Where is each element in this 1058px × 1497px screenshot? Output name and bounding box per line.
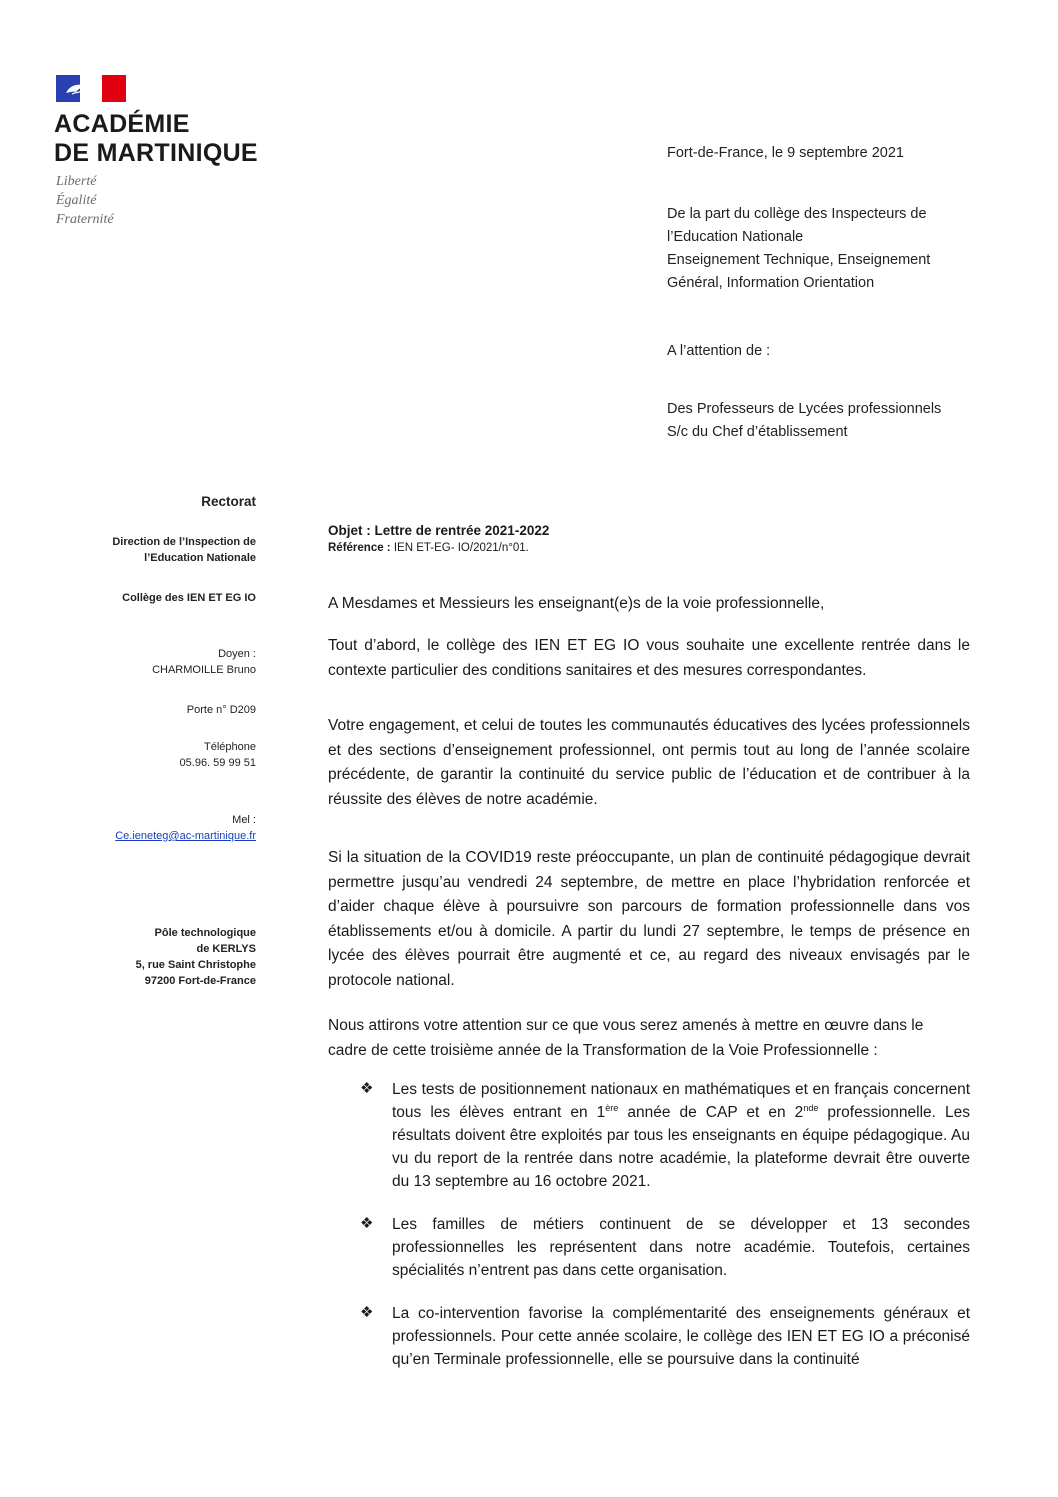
sender-block: De la part du collège des Inspecteurs de l’Education Nationale Enseignement Technique, Enseignement Général, Information Orientation [667,206,931,291]
paragraph-1: Tout d’abord, le collège des IEN ET EG IO vous souhaite une excellente rentrée dans le contexte particulier des conditions sanitaires et des mesures correspondantes. [328,637,970,679]
bullet-item-3: La co-intervention favorise la complémentarité des enseignements généraux et professionnels. Pour cette année scolaire, le collège des IEN ET EG IO a préconisé qu’en Terminale professionnelle, elle se poursuive dans la continuité [392,1305,970,1368]
sidebar-mel-label: Mel : [232,814,256,826]
bullet-icon: ❖ [360,1215,374,1232]
organization-name: ACADÉMIE DE MARTINIQUE [54,110,258,167]
bullet-item-2: Les familles de métiers continuent de se développer et 13 secondes professionnelles les représentent dans notre académie. Toutefois, certaines spécialités n’entrent pas dans cette organisation. [392,1216,970,1279]
sidebar-rectorat: Rectorat [201,494,256,509]
motto: Liberté Égalité Fraternité [56,174,114,227]
bullet-item-1: Les tests de positionnement nationaux en mathématiques et en français concernent tous les élèves entrant en 1ère année de CAP et en 2nde professionnelle. Les résultats doivent être exploités par tous les enseignants en équipe pédagogique. Au vu du report de la rentrée dans notre académie, la plateforme devrait être ouverte du 13 septembre au 16 octobre 2021. [392,1081,970,1190]
sidebar-porte: Porte n° D209 [186,704,256,716]
letter-subject: Objet : Lettre de rentrée 2021-2022 [328,523,550,538]
sidebar-doyen: Doyen : CHARMOILLE Bruno [152,648,256,676]
sidebar-direction: Direction de l’Inspection de l’Education Nationale [112,536,256,564]
bullet-icon: ❖ [360,1080,374,1097]
paragraph-2: Votre engagement, et celui de toutes les communautés éducatives des lycées professionnels et des sections d’enseignement professionnel, ont permis tout au long de l’année scolaire précédente, de garantir la continuité du service public de l’éducation et de contribuer à la réussite des élèves de notre académie. [328,717,970,808]
republic-flag-logo [56,75,126,102]
attention-label: A l’attention de : [667,343,771,359]
sidebar-mel[interactable] [115,828,256,844]
email-link[interactable]: Ce.ieneteg@ac-martinique.fr [115,830,256,842]
sidebar-address: Pôle technologique de KERLYS 5, rue Saint Christophe 97200 Fort-de-France [135,927,256,987]
sidebar-telephone: Téléphone 05.96. 59 99 51 [179,741,256,769]
salutation: A Mesdames et Messieurs les enseignant(e)s de la voie professionnelle, [328,595,825,612]
bullet-icon: ❖ [360,1304,374,1321]
sidebar-college: Collège des IEN ET EG IO [122,592,256,604]
paragraph-3: Si la situation de la COVID19 reste préoccupante, un plan de continuité pédagogique devrait permettre jusqu’au vendredi 24 septembre, de mettre en place l’hybridation renforcée et d’aider chaque élève à poursuivre son parcours de formation professionnelle dans vos établissements et/ou à domicile. A partir du lundi 27 septembre, le temps de présence en lycée des élèves pourrait être augmenté et ce, au regard des niveaux envisagés par le protocole national. [328,849,970,989]
marianne-icon [62,81,92,97]
letter-reference: Référence : IEN ET-EG- IO/2021/n°01. [328,542,529,554]
recipient-block: Des Professeurs de Lycées professionnels S/c du Chef d’établissement [667,401,942,440]
letter-date: Fort-de-France, le 9 septembre 2021 [667,145,904,161]
paragraph-4: Nous attirons votre attention sur ce que vous serez amenés à mettre en œuvre dans le cadre de cette troisième année de la Transformation de la Voie Professionnelle : [328,1017,924,1059]
